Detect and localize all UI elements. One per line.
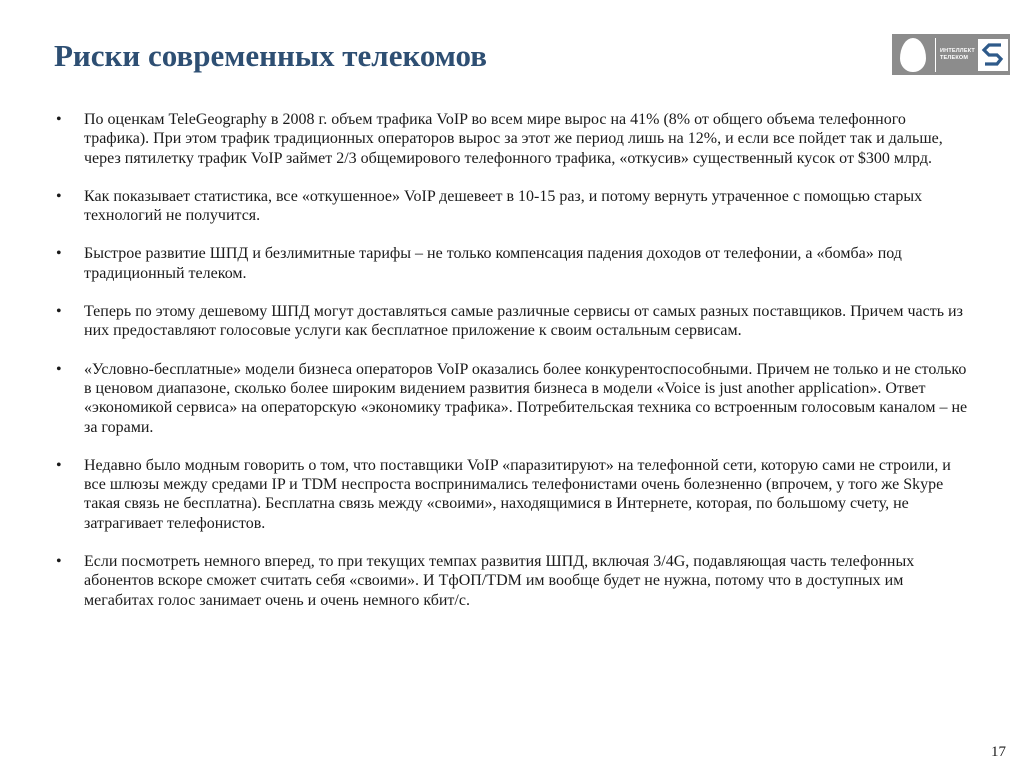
bullet-item: • Быстрое развитие ШПД и безлимитные тарифы – не только компенсация падения доходов от телефонии, а «бомба» под традиционный телеком.	[54, 244, 974, 283]
bullet-list	[54, 110, 974, 629]
logo-text-line1: ИНТЕЛЛЕКТ	[940, 47, 975, 54]
bullet-item: • Теперь по этому дешевому ШПД могут доставляться самые различные сервисы от самых разных поставщиков. Причем часть из них предоставляют голосовые услуги как бесплатное приложение к своим остальным сервисам.	[54, 302, 974, 341]
page-number: 17	[991, 744, 1006, 760]
bullet-item: • Если посмотреть немного вперед, то при текущих темпах развития ШПД, включая 3/4G, подавляющая часть телефонных абонентов вскоре сможет считать себя «своими». И ТфОП/TDM им вообще будет не нужна, потому что в доступных им мегабитах голос занимает очень и очень немного кбит/с.	[54, 552, 974, 610]
company-logo	[892, 34, 1010, 75]
logo-text-line2: ТЕЛЕКОМ	[940, 54, 969, 61]
slide-title: Риски современных телекомов	[54, 38, 487, 73]
bullet-item: • «Условно-бесплатные» модели бизнеса операторов VoIP оказались более конкурентоспособными. Причем не только и не столько в ценовом диапазоне, сколько более широким видением развития бизнеса в модели «Voice is just another application». Ответ «экономикой сервиса» на операторскую «экономику трафика». Потребительская техника со встроенным голосовым каналом – не за горами.	[54, 360, 974, 437]
bullet-item: • Как показывает статистика, все «откушенное» VoIP дешевеет в 10-15 раз, и потому вернуть утраченное с помощью старых технологий не получится.	[54, 187, 974, 226]
logo-divider	[935, 38, 936, 72]
logo-text	[940, 48, 976, 62]
egg-icon	[900, 38, 926, 72]
s-mark-icon	[978, 39, 1008, 71]
bullet-item: • Недавно было модным говорить о том, что поставщики VoIP «паразитируют» на телефонной сети, которую сами не строили, и все шлюзы между средами IP и TDM неспроста воспринимались телефонистами очень болезненно (впрочем, у того же Skype такая связь не бесплатна). Бесплатна связь между «своими», находящимися в Интернете, которая, по большому счету, не затрагивает телефонистов.	[54, 456, 974, 533]
bullet-item: • По оценкам TeleGeography в 2008 г. объем трафика VoIP во всем мире вырос на 41% (8% от общего объема телефонного трафика). При этом трафик традиционных операторов вырос за этот же период лишь на 12%, и если все пойдет так и дальше, через пятилетку трафик VoIP займет 2/3 общемирового телефонного трафика, «откусив» существенный кусок от $300 млрд.	[54, 110, 974, 168]
